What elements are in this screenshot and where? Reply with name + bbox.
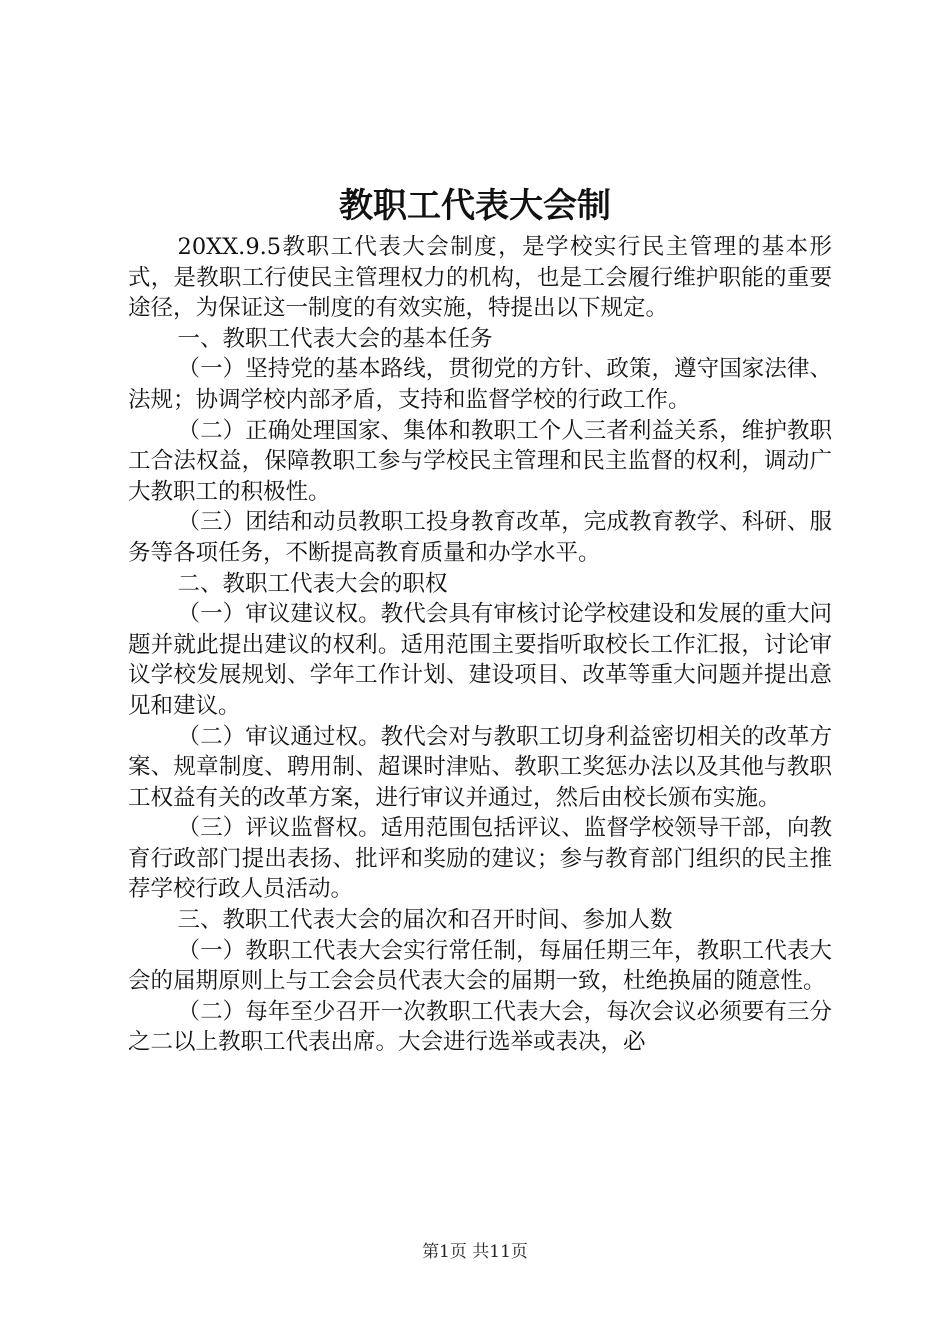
page-number-footer: 第1页 共11页: [422, 1242, 528, 1262]
paragraph: （一）坚持党的基本路线，贯彻党的方针、政策，遵守国家法律、法规；协调学校内部矛盾，支持和监督学校的行政工作。: [128, 356, 832, 413]
section-heading: 三、教职工代表大会的届次和召开时间、参加人数: [177, 907, 673, 934]
paragraph-intro: 20XX.9.5教职工代表大会制度，是学校实行民主管理的基本形式，是教职工行使民主管理权力的机构，也是工会履行维护职能的重要途径，为保证这一制度的有效实施，特提出以下规定。: [128, 234, 832, 322]
paragraph: （一）审议建议权。教代会具有审核讨论学校建设和发展的重大问题并就此提出建议的权利。适用范围主要指听取校长工作汇报，讨论审议学校发展规划、学年工作计划、建设项目、改革等重大问题并提出意见和建议。: [128, 601, 832, 719]
paragraph: （二）正确处理国家、集体和教职工个人三者利益关系，维护教职工合法权益，保障教职工参与学校民主管理和民主监督的权利，调动广大教职工的积极性。: [128, 417, 832, 505]
paragraph: （三）评议监督权。适用范围包括评议、监督学校领导干部，向教育行政部门提出表扬、批评和奖励的建议；参与教育部门组织的民主推荐学校行政人员活动。: [128, 815, 832, 903]
section-heading: 一、教职工代表大会的基本任务: [177, 325, 493, 352]
document-body: [128, 232, 832, 1058]
section-heading: 二、教职工代表大会的职权: [177, 570, 448, 597]
document-title: 教职工代表大会制: [339, 186, 611, 226]
paragraph: （一）教职工代表大会实行常任制，每届任期三年，教职工代表大会的届期原则上与工会会员代表大会的届期一致，杜绝换届的随意性。: [128, 937, 832, 995]
paragraph: （二）审议通过权。教代会对与教职工切身利益密切相关的改革方案、规章制度、聘用制、超课时津贴、教职工奖惩办法以及其他与教职工权益有关的改革方案，进行审议并通过，然后由校长颁布实施。: [128, 723, 832, 811]
paragraph: （三）团结和动员教职工投身教育改革，完成教育教学、科研、服务等各项任务，不断提高教育质量和办学水平。: [128, 509, 832, 566]
paragraph: （二）每年至少召开一次教职工代表大会，每次会议必须要有三分之二以上教职工代表出席。大会进行选举或表决，必: [128, 998, 832, 1056]
